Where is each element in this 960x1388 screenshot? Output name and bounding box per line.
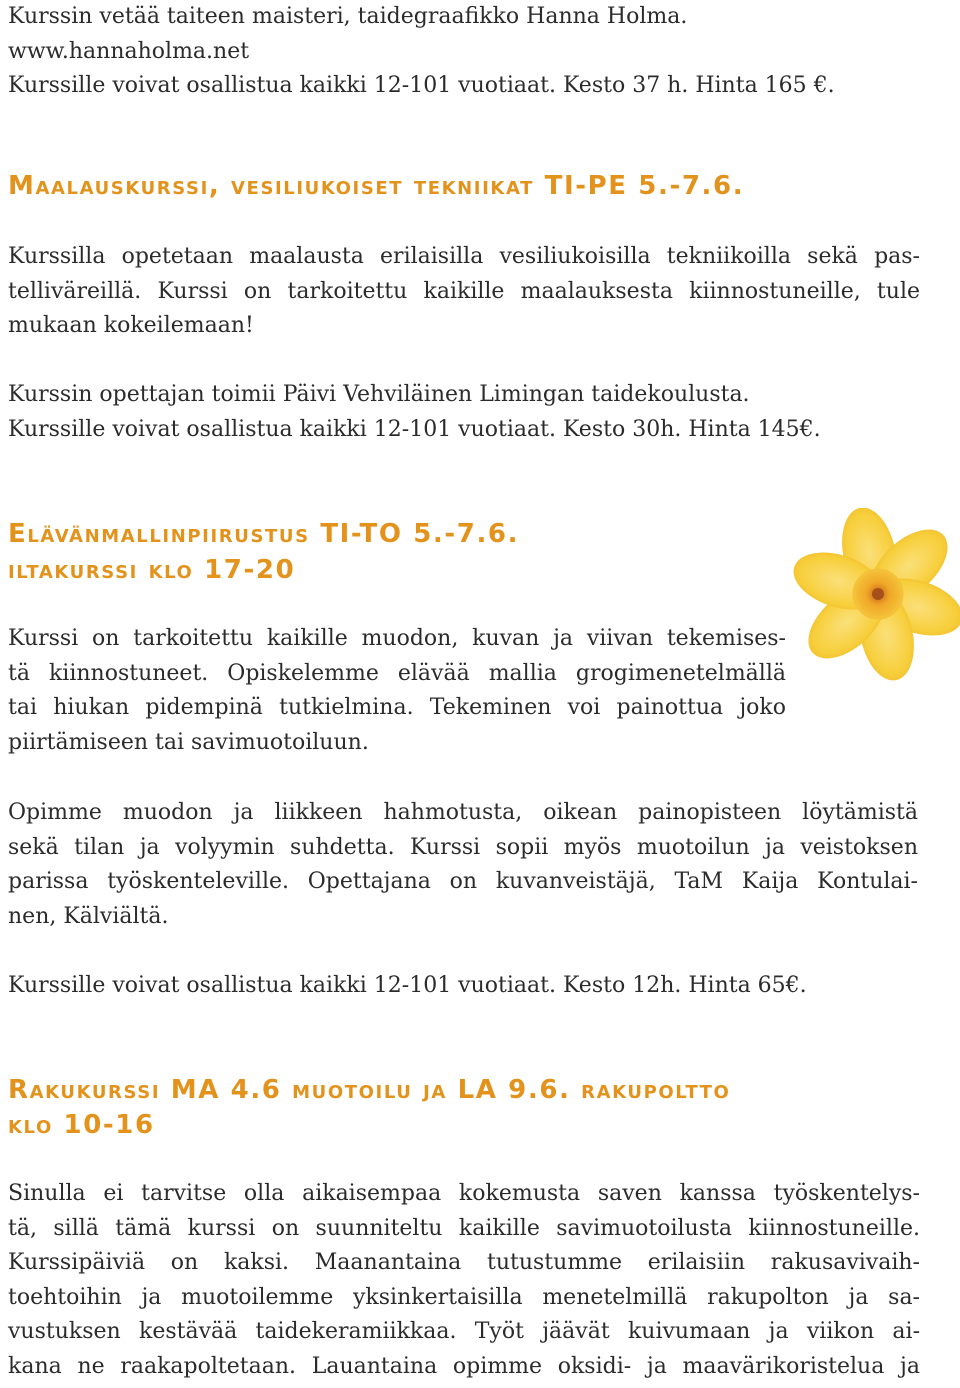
text-line: tä, sillä tämä kurssi on suunniteltu kaikille savimuotoilusta kiinnostuneille. <box>8 1215 920 1241</box>
text-line: toehtoihin ja muotoilemme yksinkertaisilla menetelmillä rakupolton ja sa- <box>8 1284 920 1310</box>
text-line: Kurssipäiviä on kaksi. Maanantaina tutustumme erilaisiin rakusavivaih- <box>8 1250 920 1275</box>
text-line: Kurssin opettajan toimii Päivi Vehviläinen Limingan taidekoulusta. <box>8 382 750 407</box>
text-line: Sinulla ei tarvitse olla aikaisempaa kokemusta saven kanssa työskentelys- <box>8 1181 920 1206</box>
maalauskurssi-paragraph-2 <box>8 378 821 447</box>
heading-elavanmallinpiirustus: Elävänmallinpiirustus TI-TO 5.-7.6. <box>8 519 520 549</box>
flower-center <box>872 588 884 600</box>
text-line: kana ne raakapoltetaan. Lauantaina opimme oksidi- ja maavärikoristelua ja <box>8 1353 920 1379</box>
subheading-iltakurssi: iltakurssi klo 17-20 <box>8 555 296 585</box>
text-line: nen, Kälviältä. <box>8 903 169 929</box>
text-line: sekä tilan ja volyymin suhdetta. Kurssi sopii myös muotoilun ja veistoksen <box>8 834 918 860</box>
text-line: Opimme muodon ja liikkeen hahmotusta, oikean painopisteen löytämistä <box>8 800 918 825</box>
heading-maalauskurssi: Maalauskurssi, vesiliukoiset tekniikat TI-PE 5.-7.6. <box>8 171 745 201</box>
text-line: mukaan kokeilemaan! <box>8 313 254 338</box>
intro-line: Kurssille voivat osallistua kaikki 12-101 vuotiaat. Kesto 37 h. Hinta 165 €. <box>8 73 835 98</box>
text-line: Kurssille voivat osallistua kaikki 12-101 vuotiaat. Kesto 30h. Hinta 145€. <box>8 416 821 442</box>
elavanmalli-paragraph-1 <box>8 622 786 760</box>
text-line: Kurssi on tarkoitettu kaikille muodon, kuvan ja viivan tekemises- <box>8 626 786 651</box>
elavanmalli-paragraph-2 <box>8 796 918 934</box>
intro-line: Kurssin vetää taiteen maisteri, taidegraafikko Hanna Holma. <box>8 4 688 29</box>
website-link[interactable]: www.hannaholma.net <box>8 38 250 64</box>
intro-section <box>8 0 835 104</box>
text-line: piirtämiseen tai savimuotoiluun. <box>8 729 369 755</box>
text-line: vustuksen kestävää taidekeramiikkaa. Työt jäävät kuivumaan ja viikon ai- <box>8 1319 920 1344</box>
maalauskurssi-paragraph-1 <box>8 240 920 344</box>
text-line: Kurssilla opetetaan maalausta erilaisilla vesiliukoisilla tekniikoilla sekä pas- <box>8 244 920 269</box>
rakukurssi-paragraph-1 <box>8 1177 920 1384</box>
elavanmalli-paragraph-3 <box>8 969 807 1004</box>
text-line: Kurssille voivat osallistua kaikki 12-101 vuotiaat. Kesto 12h. Hinta 65€. <box>8 973 807 998</box>
text-line: parissa työskenteleville. Opettajana on kuvanveistäjä, TaM Kaija Kontulai- <box>8 869 918 894</box>
text-line: telliväreillä. Kurssi on tarkoitettu kaikille maalauksesta kiinnostuneille, tule <box>8 278 920 304</box>
text-line: tä kiinnostuneet. Opiskelemme elävää mallia grogimenetelmällä <box>8 660 786 686</box>
yellow-daffodil-flower <box>790 508 960 686</box>
text-line: tai hiukan pidempinä tutkielmina. Tekeminen voi painottua joko <box>8 695 786 720</box>
subheading-klo-10-16: klo 10-16 <box>8 1110 155 1140</box>
heading-rakukurssi: Rakukurssi MA 4.6 muotoilu ja LA 9.6. rakupoltto <box>8 1075 731 1105</box>
